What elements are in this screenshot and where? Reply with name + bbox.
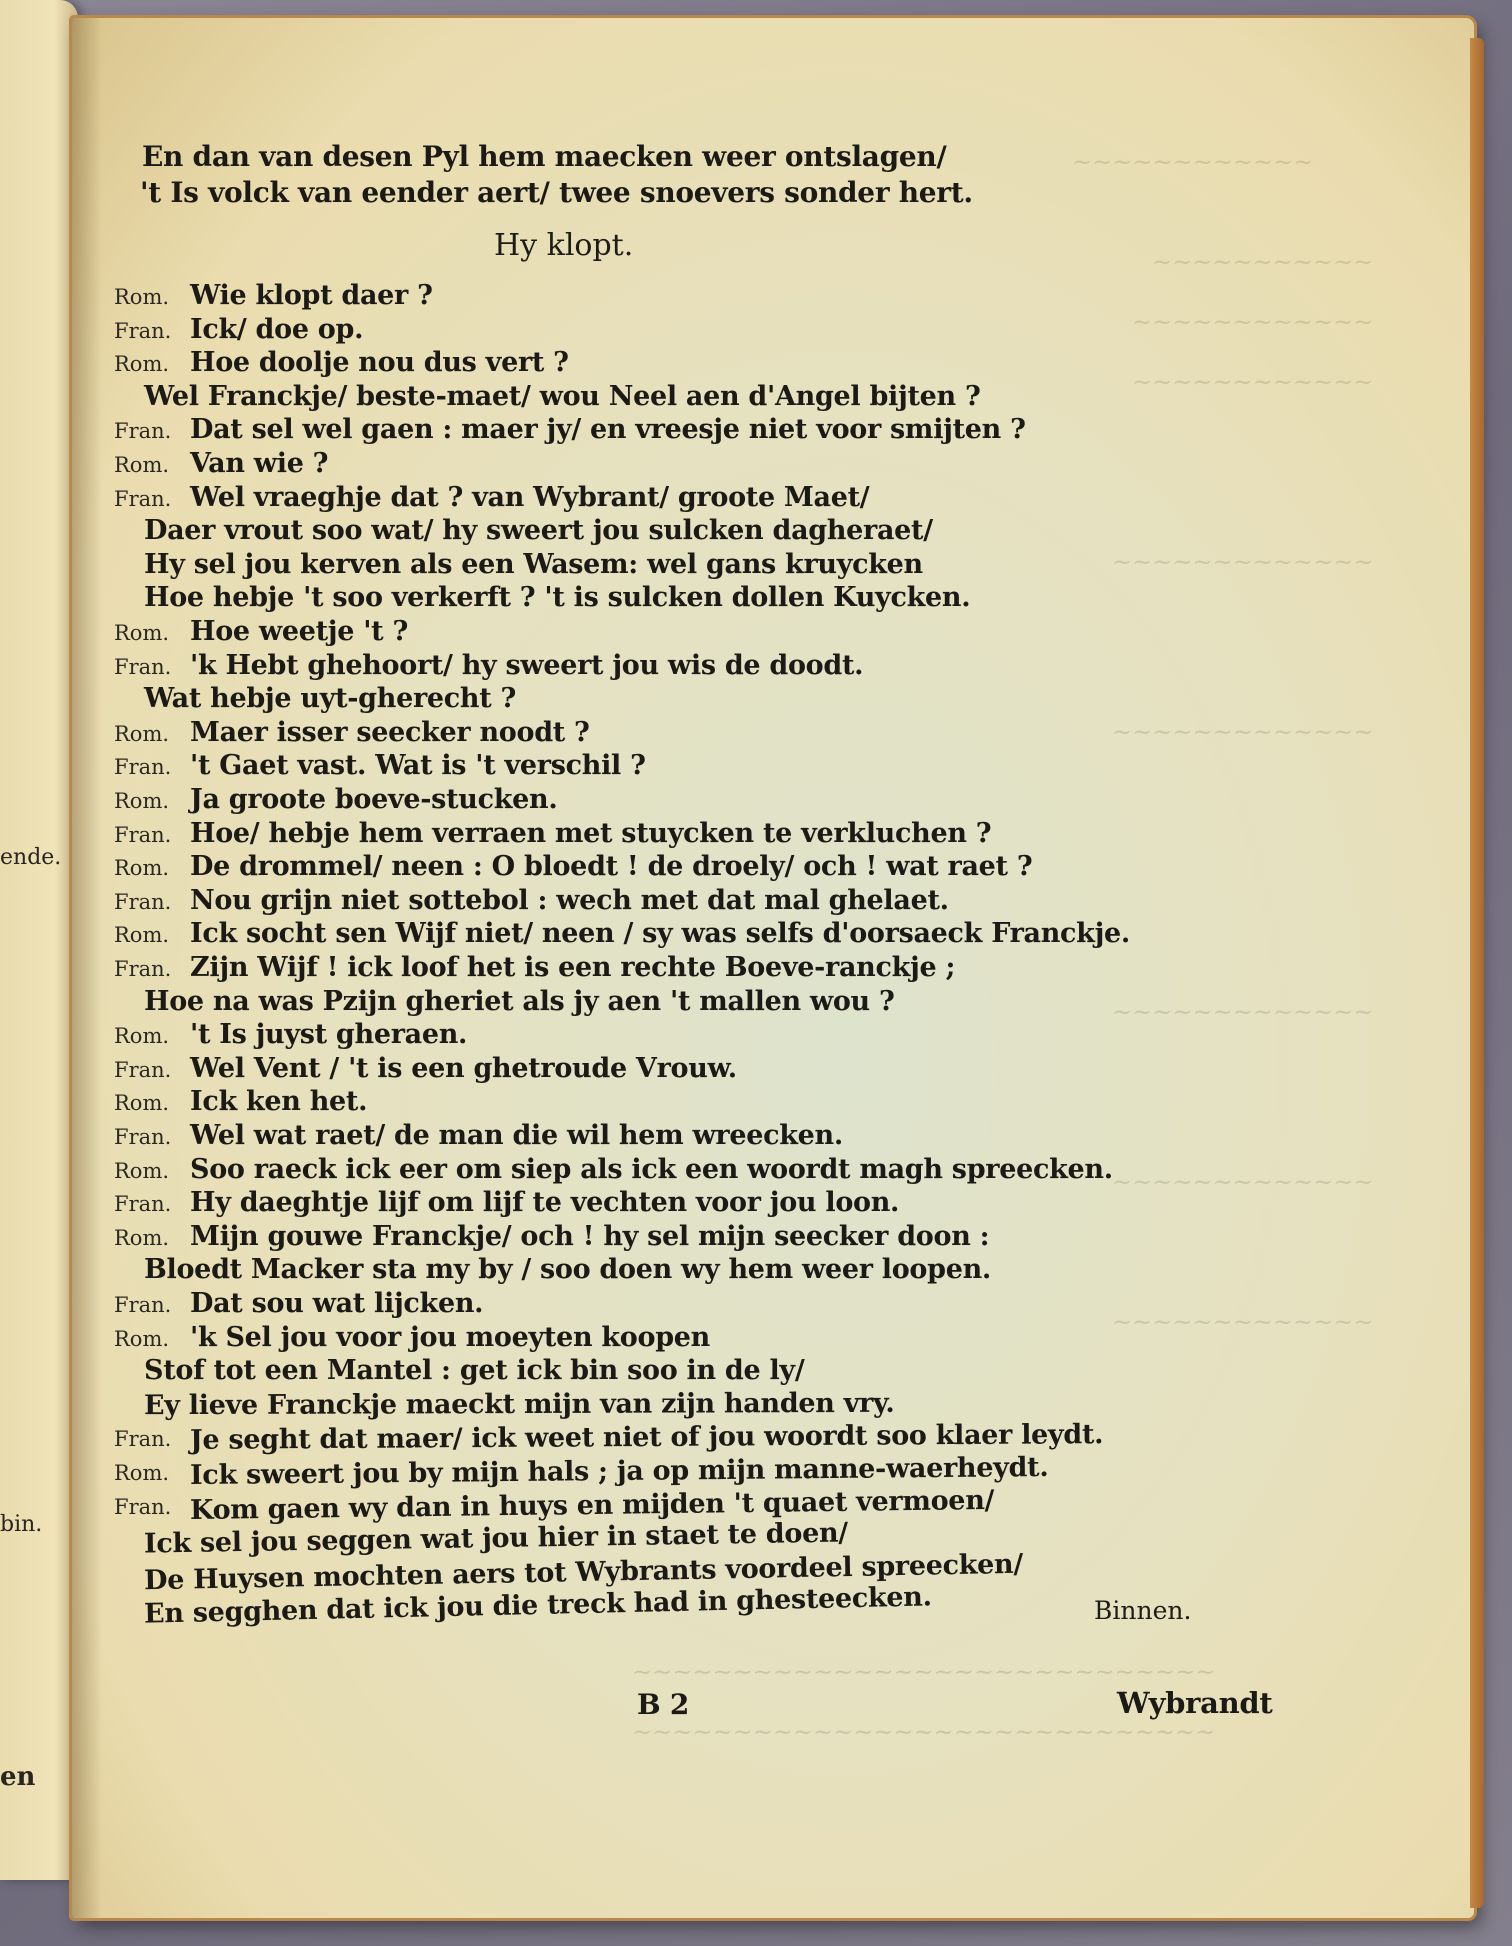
speaker-label: Rom. xyxy=(114,453,170,477)
page-gutter-shadow xyxy=(72,18,102,1918)
stage-direction: Hy klopt. xyxy=(494,228,634,263)
dialogue-line: Je seght dat maer/ ick weet niet of jou woordt soo klaer leydt. xyxy=(189,1419,1104,1457)
speaker-label: Rom. xyxy=(114,1024,170,1049)
dialogue-line: Hy sel jou kerven als een Wasem: wel gans kruycken xyxy=(144,548,923,580)
speaker-label: Fran. xyxy=(114,654,172,679)
speaker-label: Fran. xyxy=(114,419,172,444)
dialogue-line: Zijn Wijf ! ick loof het is een rechte Boeve-ranckje ; xyxy=(190,952,956,983)
left-page-fragment: en xyxy=(0,1762,36,1792)
dialogue-line: Daer vrout soo wat/ hy sweert jou sulcken dagheraet/ xyxy=(144,515,933,547)
dialogue-line: 'k Sel jou voor jou moeyten koopen xyxy=(190,1321,710,1353)
speaker-label: Fran. xyxy=(114,822,172,847)
speaker-label: Fran. xyxy=(114,1494,172,1519)
dialogue-line: Dat sel wel gaen : maer jy/ en vreesje niet voor smijten ? xyxy=(190,414,1026,446)
speaker-label: Rom. xyxy=(114,285,170,309)
dialogue-line: De drommel/ neen : O bloedt ! de droely/ och ! wat raet ? xyxy=(190,851,1033,883)
speaker-label: Fran. xyxy=(114,486,172,511)
dialogue-line: Nou grijn niet sottebol : wech met dat mal ghelaet. xyxy=(190,884,949,916)
speaker-label: Rom. xyxy=(114,1225,170,1250)
dialogue-line: Mijn gouwe Franckje/ och ! hy sel mijn seecker doon : xyxy=(190,1220,990,1252)
speaker-label: Fran. xyxy=(114,957,172,981)
dialogue-line: Wel wat raet/ de man die wil hem wreecken. xyxy=(190,1120,843,1151)
dialogue-line: Soo raeck ick eer om siep als ick een woordt magh spreecken. xyxy=(190,1153,1113,1185)
signature-mark: B 2 xyxy=(637,1688,689,1721)
speaker-label: Rom. xyxy=(114,1461,170,1485)
dialogue-line: Stof tot een Mantel : get ick bin soo in de ly/ xyxy=(144,1355,805,1387)
speaker-label: Rom. xyxy=(114,1091,170,1116)
dialogue-line: Van wie ? xyxy=(190,448,329,479)
dialogue-line: Wie klopt daer ? xyxy=(190,280,433,311)
speaker-label: Fran. xyxy=(114,1125,172,1149)
dialogue-line: 'k Hebt ghehoort/ hy sweert jou wis de doodt. xyxy=(190,649,864,681)
speaker-label: Rom. xyxy=(114,923,170,948)
dialogue-line: Ick sweert jou by mijn hals ; ja op mijn manne-waerheydt. xyxy=(189,1451,1049,1492)
speaker-label: Fran. xyxy=(114,1057,172,1082)
speaker-label: Fran. xyxy=(114,755,172,780)
header-line: En dan van desen Pyl hem maecken weer ontslagen/ xyxy=(142,140,947,173)
speaker-label: Rom. xyxy=(114,1326,170,1351)
speaker-label: Rom. xyxy=(114,721,170,746)
dialogue-line: Maer isser seecker noodt ? xyxy=(190,716,590,748)
dialogue-line: Ick/ doe op. xyxy=(190,313,364,345)
dialogue-line: Wat hebje uyt-gherecht ? xyxy=(144,683,517,715)
speaker-label: Fran. xyxy=(114,889,172,914)
dialogue-line: Ick socht sen Wijf niet/ neen / sy was selfs d'oorsaeck Franckje. xyxy=(190,918,1131,950)
speaker-label: Rom. xyxy=(114,1158,170,1183)
dialogue-line: Hoe weetje 't ? xyxy=(190,616,408,647)
speaker-label: Fran. xyxy=(114,318,172,343)
book-page: ~~~~~~~~~~~~ ~~~~~~~~~~~ ~~~~~~~~~~~~ ~~~~~~~~~~~~ ~~~~~~~~~~~~~ ~~~~~~~~~~~~~ ~~~~~~~~~~~~~ ~~~~~~~~~~~~~ ~~~~~~~~~~~~~ ~~~~~~~~~~~~~~~~~~~~~~~~~~~~~ ~~~~~~~~~~~~~~~~~~~~~~~~~~~~~ En dan van desen Pyl hem maecken weer ontslagen/ 't Is volck van eender aert/ twee snoevers sonder hert. Hy klopt. Rom. Wie klopt daer ? Fran. Ick/ doe op. Rom. Hoe doolje nou dus vert ? Wel Franckje/ beste-maet/ wou Neel aen d'Angel bijten ? Fran. Dat sel wel gaen : maer jy/ en vreesje niet voor smijten ? Rom. Van wie ? Fran. Wel vraeghje dat ? van Wybrant/ groote Maet/ Daer vrout soo wat/ hy sweert jou sulcken dagheraet/ Hy sel jou kerven als een Wasem: wel gans kruycken Hoe hebje 't soo verkerft ? 't is sulcken dollen Kuycken. Rom. Hoe weetje 't ? Fran. 'k Hebt ghehoort/ hy sweert jou wis de doodt. Wat hebje uyt-gherecht ? Rom. Maer isser seecker noodt ? Fran. 't Gaet vast. Wat is 't verschil ? Rom. Ja groote boeve-stucken. Fran. Hoe/ hebje hem verraen met stuycken te verkluchen ? Rom. De drommel/ neen : O bloedt ! de droely/ och ! wat raet ? Fran. Nou grijn niet sottebol : wech met dat mal ghelaet. Rom. Ick socht sen Wijf niet/ neen / sy was selfs d'oorsaeck Franckje. Fran. Zijn Wijf ! ick loof het is een rechte Boeve-ranckje ; Hoe na was Pzijn gheriet als jy aen 't mallen wou ? Rom. 't Is juyst gheraen. Fran. Wel Vent / 't is een ghetroude Vrouw. Rom. Ick ken het. Fran. Wel wat raet/ de man die wil hem wreecken. Rom. Soo raeck ick eer om siep als ick een woordt magh spreecken. Fran. Hy daeghtje lijf om lijf te vechten voor jou loon. Rom. Mijn gouwe Franckje/ och ! hy sel mijn seecker doon : Bloedt Macker sta my by / soo doen wy hem weer loopen. Fran. Dat sou wat lijcken. Rom. 'k Sel jou voor jou moeyten koopen Stof tot een Mantel : get ick bin soo in de ly/ Ey lieve Franckje maeckt mijn van zijn handen vry. Fran. Je seght dat maer/ ick weet niet of jou woordt soo klaer leydt. Rom. Ick sweert jou by mijn hals ; ja op mijn manne-waerheydt. Fran. Kom gaen wy dan in huys en mijden 't quaet vermoen/ Ick sel jou seggen wat jou hier in staet te doen/ De Huysen mochten aers tot Wybrants voordeel spreecken/ En segghen dat ick jou die treck had in ghesteecken. Binnen. B 2 Wybrandt xyxy=(72,18,1474,1918)
left-page-fragment: ende. xyxy=(0,845,62,870)
speaker-label: Fran. xyxy=(114,1427,172,1452)
speaker-label: Fran. xyxy=(114,1192,172,1217)
exit-direction: Binnen. xyxy=(1094,1596,1192,1625)
dialogue-line: 't Is juyst gheraen. xyxy=(190,1019,468,1051)
dialogue-line: Wel Franckje/ beste-maet/ wou Neel aen d'Angel bijten ? xyxy=(144,380,981,412)
dialogue-line: De Huysen mochten aers tot Wybrants voordeel spreecken/ xyxy=(143,1548,1024,1597)
dialogue-line: Hy daeghtje lijf om lijf te vechten voor jou loon. xyxy=(190,1187,900,1219)
dialogue-line: Hoe/ hebje hem verraen met stuycken te verkluchen ? xyxy=(190,817,992,849)
header-line: 't Is volck van eender aert/ twee snoevers sonder hert. xyxy=(140,176,973,209)
dialogue-line: Wel Vent / 't is een ghetroude Vrouw. xyxy=(190,1052,737,1084)
dialogue-line: 't Gaet vast. Wat is 't verschil ? xyxy=(190,750,646,782)
speaker-label: Rom. xyxy=(114,789,170,813)
dialogue-line: Hoe hebje 't soo verkerft ? 't is sulcken dollen Kuycken. xyxy=(144,582,971,614)
dialogue-line: Dat sou wat lijcken. xyxy=(190,1288,484,1319)
catchword: Wybrandt xyxy=(1117,1686,1273,1720)
dialogue-line: Ick sel jou seggen wat jou hier in staet te doen/ xyxy=(143,1517,849,1560)
page-edge xyxy=(1470,38,1484,1908)
speaker-label: Rom. xyxy=(114,621,170,645)
speaker-label: Rom. xyxy=(114,856,170,881)
speaker-label: Fran. xyxy=(114,1293,172,1317)
dialogue-line: Kom gaen wy dan in huys en mijden 't quaet vermoen/ xyxy=(189,1484,995,1526)
dialogue-line: Ey lieve Franckje maeckt mijn van zijn handen vry. xyxy=(143,1387,895,1421)
dialogue-line: Hoe doolje nou dus vert ? xyxy=(190,347,569,379)
left-page-fragment: bin. xyxy=(0,1512,43,1537)
dialogue-line: Ja groote boeve-stucken. xyxy=(190,784,558,815)
dialogue-line: Ick ken het. xyxy=(190,1086,368,1118)
speaker-label: Rom. xyxy=(114,352,170,377)
dialogue-line: Hoe na was Pzijn gheriet als jy aen 't mallen wou ? xyxy=(144,985,895,1017)
left-facing-page xyxy=(0,0,78,1880)
dialogue-line: Wel vraeghje dat ? van Wybrant/ groote Maet/ xyxy=(190,481,870,513)
dialogue-line: Bloedt Macker sta my by / soo doen wy hem weer loopen. xyxy=(144,1254,992,1286)
dialogue-line: En segghen dat ick jou die treck had in ghesteecken. xyxy=(143,1581,932,1631)
